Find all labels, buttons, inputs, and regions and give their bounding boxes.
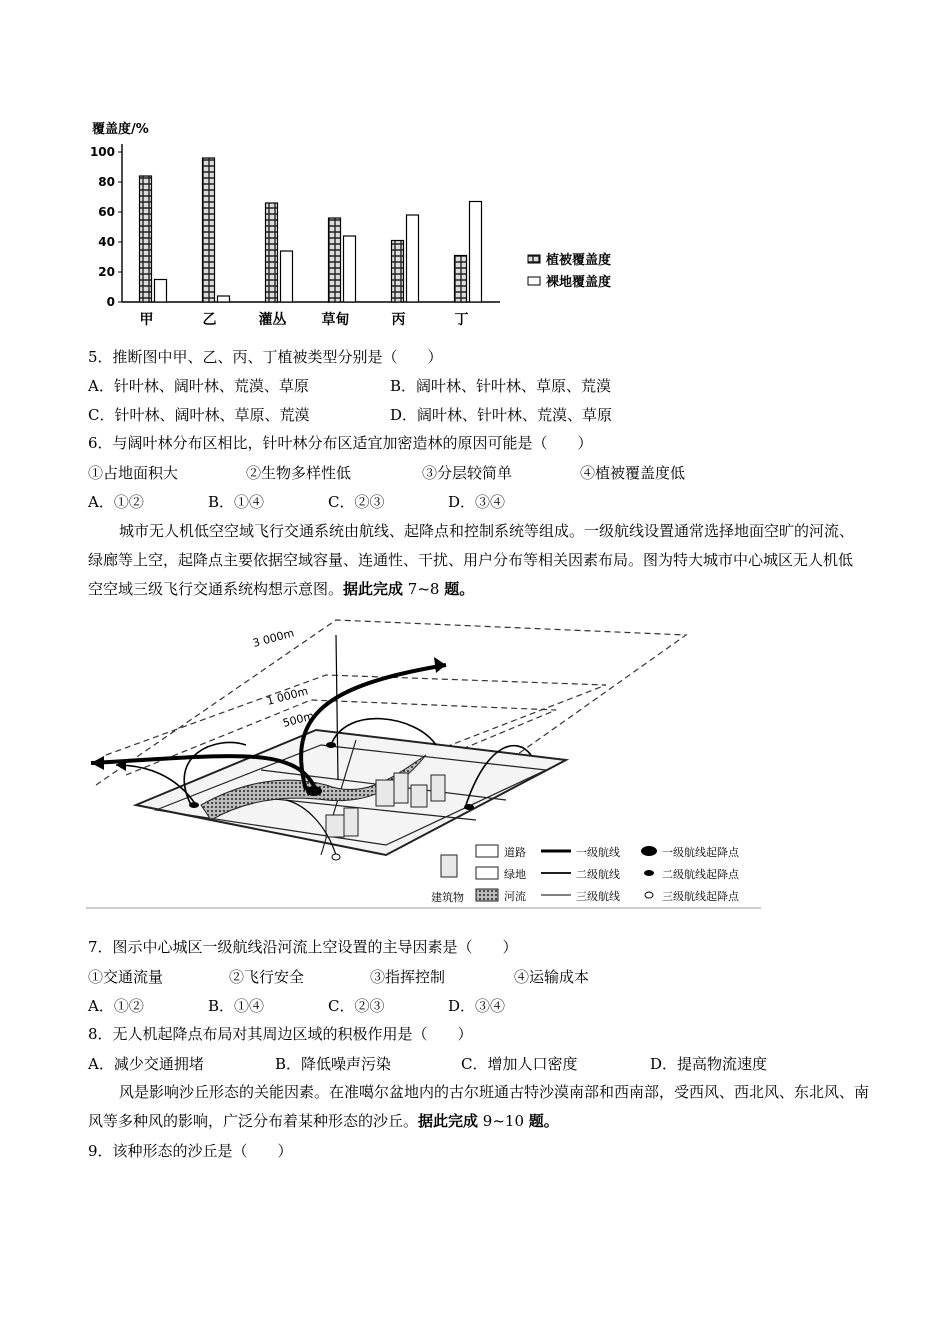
legend-river: 河流 [504,890,526,903]
x-tick-label: 乙 [202,312,217,328]
q8-option-a: A．减少交通拥堵 [88,1055,204,1073]
legend-primary-route: 一级航线 [576,846,620,859]
bar-vegetation-0 [140,176,152,302]
passage-dunes-text: 风是影响沙丘形态的关能因素。在准噶尔盆地内的古尔班通古特沙漠南部和西南部，受西风、西北风、东北风、南风等多种风的影响，广泛分布着某种形态的沙丘。 [88,1083,870,1130]
q7-item-4: ④运输成本 [514,968,590,986]
legend-tertiary-route: 三级航线 [576,890,620,903]
q5-option-c: C．针叶林、阔叶林、草原、荒漠 [88,406,310,424]
legend-swatch [528,277,540,285]
passage-drone-end: 题。 [444,580,475,598]
q7-item-1: ①交通流量 [88,968,164,986]
q7-option-b: B．①④ [208,997,265,1015]
altitude-500: 500m [281,709,316,730]
bar-vegetation-3 [329,218,341,302]
legend-label: 植被覆盖度 [546,253,612,268]
bar-bare-1 [218,296,230,302]
q7-option-d: D．③④ [448,997,506,1015]
q6-option-c: C．②③ [328,493,385,511]
passage-drone-bold: 据此完成 [343,580,404,598]
q6-item-2: ②生物多样性低 [246,464,352,482]
q8-stem: 8．无人机起降点布局对其周边区域的积极作用是（ ） [88,1025,473,1043]
q7-stem: 7．图示中心城区一级航线沿河流上空设置的主导因素是（ ） [88,938,518,956]
y-tick-label: 0 [106,295,115,309]
bar-vegetation-5 [455,256,467,303]
x-tick-label: 灌丛 [258,312,287,328]
passage-drone-text: 城市无人机低空空域飞行交通系统由航线、起降点和控制系统等组成。一级航线设置通常选择地面空旷的河流、绿廊等上空，起降点主要依据空域容量、连通性、干扰、用户分布等相关因素布局。图为特大城市中心城区无人机低空空域三级飞行交通系统构想示意图。 [88,522,855,598]
legend-swatch [528,255,540,263]
q8-option-d: D．提高物流速度 [650,1055,768,1073]
legend-greenland: 绿地 [504,868,526,881]
legend-primary-point: 一级航线起降点 [662,846,739,859]
x-tick-label: 草甸 [321,312,350,328]
q7-item-2: ②飞行安全 [229,968,305,986]
q7-option-c: C．②③ [328,997,385,1015]
bar-vegetation-2 [266,203,278,302]
bar-bare-3 [344,236,356,302]
chart-x-labels [140,311,469,328]
y-tick-label: 80 [98,175,115,189]
q5-option-d: D．阔叶林、针叶林、荒漠、草原 [390,406,613,424]
q6-option-a: A．①② [88,493,144,511]
x-tick-label: 甲 [139,312,154,328]
chart-bars [140,158,482,302]
vegetation-coverage-chart [80,115,640,335]
legend-secondary-point: 二级航线起降点 [662,868,739,881]
bar-bare-2 [281,251,293,302]
legend-tertiary-point: 三级航线起降点 [662,890,739,903]
y-axis-title: 覆盖度/% [92,122,149,137]
altitude-1000: 1 000m [265,684,310,708]
passage-drone-range: 7~8 [403,580,445,598]
q8-option-b: B．降低噪声污染 [275,1055,392,1073]
y-tick-label: 40 [98,235,115,249]
q6-option-b: B．①④ [208,493,265,511]
bar-bare-4 [407,215,419,302]
legend-road: 道路 [504,846,526,859]
chart-legend [528,252,611,290]
diagram-legend [431,845,740,904]
q6-option-d: D．③④ [448,493,506,511]
y-tick-label: 20 [98,265,115,279]
y-tick-label: 60 [98,205,115,219]
legend-secondary-route: 二级航线 [576,868,620,881]
q5-option-b: B．阔叶林、针叶林、草原、荒漠 [390,377,612,395]
q8-option-c: C．增加人口密度 [461,1055,578,1073]
q6-stem: 6．与阔叶林分布区相比，针叶林分布区适宜加密造林的原因可能是（ ） [88,434,593,452]
q5-stem: 5．推断图中甲、乙、丙、丁植被类型分别是（ ） [88,348,443,366]
bar-vegetation-1 [203,158,215,302]
q6-item-3: ③分层较简单 [422,464,513,482]
q5-option-a: A．针叶林、阔叶林、荒漠、草原 [88,377,309,395]
q7-option-a: A．①② [88,997,144,1015]
y-tick-label: 100 [89,145,115,159]
passage-drone-traffic [88,517,863,604]
legend-building: 建筑物 [431,891,464,904]
bar-bare-0 [155,280,167,303]
drone-airspace-diagram [86,605,761,910]
passage-dunes-end: 题。 [528,1112,559,1130]
q6-item-4: ④植被覆盖度低 [580,464,686,482]
passage-dunes [88,1078,873,1136]
bar-vegetation-4 [392,241,404,303]
q7-item-3: ③指挥控制 [370,968,446,986]
passage-dunes-bold: 据此完成 [418,1112,479,1130]
altitude-3000: 3 000m [251,626,296,650]
legend-label: 裸地覆盖度 [546,275,612,290]
q6-item-1: ①占地面积大 [88,464,179,482]
bar-bare-5 [470,202,482,303]
x-tick-label: 丙 [391,312,406,328]
q9-stem: 9．该种形态的沙丘是（ ） [88,1142,293,1160]
x-tick-label: 丁 [454,312,469,328]
passage-dunes-range: 9~10 [478,1112,529,1130]
